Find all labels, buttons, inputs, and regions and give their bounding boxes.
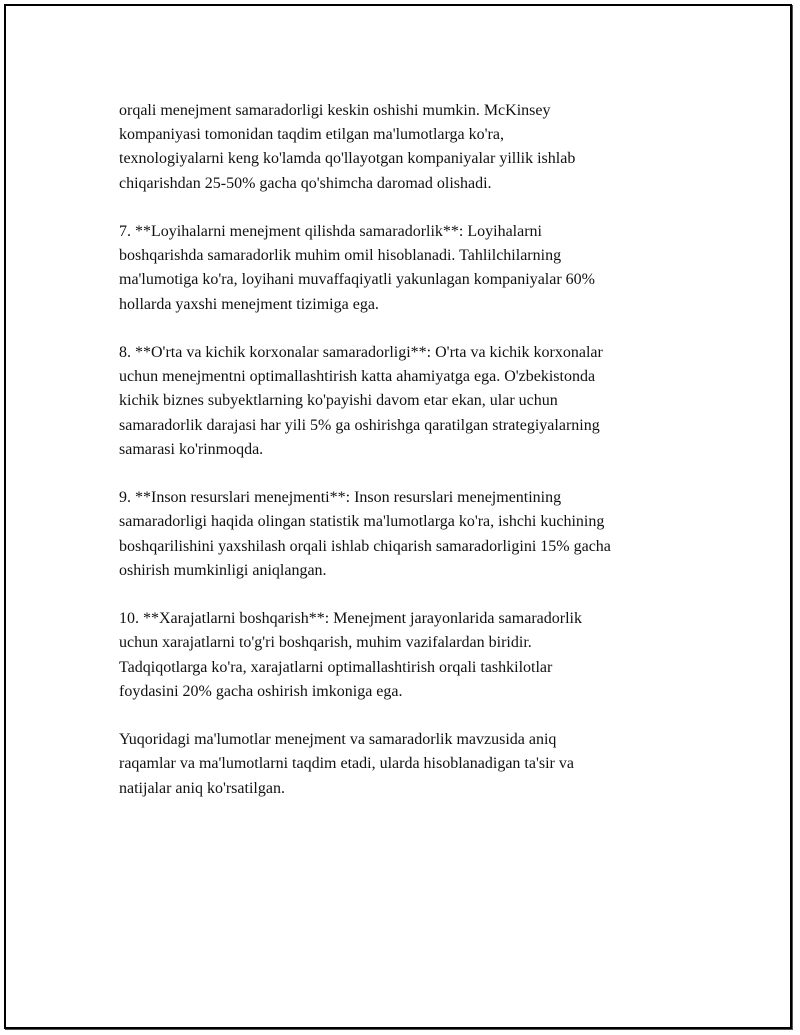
page-frame	[4, 4, 792, 1029]
paragraph-conclusion: Yuqoridagi ma'lumotlar menejment va samaradorlik mavzusida aniq raqamlar va ma'lumotlarni taqdim etadi, ularda hisoblanadigan ta'sir va natijalar aniq ko'rsatilgan.	[119, 731, 574, 797]
paragraph-item-9: 9. **Inson resurslari menejmenti**: Inson resurslari menejmentining samaradorligi haqida olingan statistik ma'lumotlarga ko'ra, ishchi kuchining boshqarilishini yaxshilash orqali ishlab chiqarish samaradorligini 15% gacha oshirish mumkinligi aniqlangan.	[119, 489, 611, 579]
paragraph-item-10: 10. **Xarajatlarni boshqarish**: Menejment jarayonlarida samaradorlik uchun xarajatlarni to'g'ri boshqarish, muhim vazifalardan biridir. Tadqiqotlarga ko'ra, xarajatlarni optimallashtirish orqali tashkilotlar foydasini 20% gacha oshirish imkoniga ega.	[119, 610, 582, 700]
paragraph-item-8: 8. **O'rta va kichik korxonalar samaradorligi**: O'rta va kichik korxonalar uchun menejmentni optimallashtirish katta ahamiyatga ega. O'zbekistonda kichik biznes subyektlarning ko'payishi davom etar ekan, ular uchun samaradorlik darajasi har yili 5% ga oshirishga qaratilgan strategiyalarning samarasi ko'rinmoqda.	[119, 344, 603, 458]
paragraph-item-7: 7. **Loyihalarni menejment qilishda samaradorlik**: Loyihalarni boshqarishda samaradorlik muhim omil hisoblanadi. Tahlilchilarning ma'lumotiga ko'ra, loyihani muvaffaqiyatli yakunlagan kompaniyalar 60% hollarda yaxshi menejment tizimiga ega.	[119, 223, 596, 313]
document-body	[119, 99, 699, 825]
paragraph-intro-continuation: orqali menejment samaradorligi keskin oshishi mumkin. McKinsey kompaniyasi tomonidan taqdim etilgan ma'lumotlarga ko'ra, texnologiyalarni keng ko'lamda qo'llayotgan kompaniyalar yillik ishlab chiqarishdan 25-50% gacha qo'shimcha daromad olishadi.	[119, 102, 576, 192]
